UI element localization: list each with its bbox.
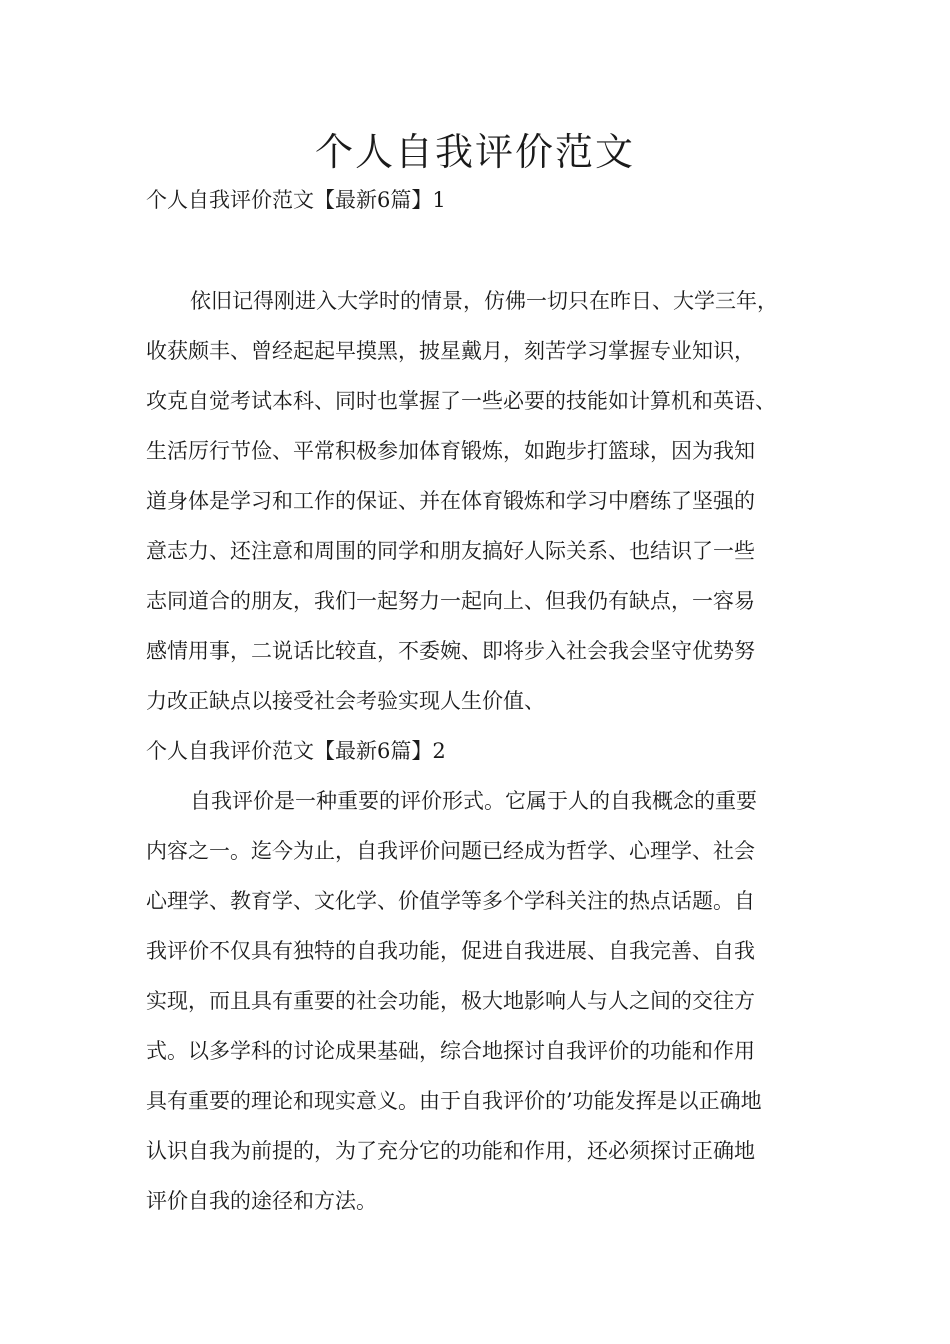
paragraph-line: 认识自我为前提的，为了充分它的功能和作用，还必须探讨正确地 bbox=[146, 1139, 755, 1163]
paragraph-line: 收获颇丰、曾经起起早摸黑，披星戴月，刻苦学习掌握专业知识， bbox=[146, 339, 755, 363]
paragraph-line: 感情用事，二说话比较直，不委婉、即将步入社会我会坚守优势努 bbox=[146, 639, 755, 663]
paragraph-line: 力改正缺点以接受社会考验实现人生价值、 bbox=[146, 689, 545, 713]
section-heading: 个人自我评价范文【最新6篇】1 bbox=[146, 188, 446, 212]
section-heading: 个人自我评价范文【最新6篇】2 bbox=[146, 739, 446, 763]
paragraph-line: 我评价不仅具有独特的自我功能，促进自我进展、自我完善、自我 bbox=[146, 939, 755, 963]
paragraph-line: 具有重要的理论和现实意义。由于自我评价的’功能发挥是以正确地 bbox=[146, 1089, 762, 1113]
paragraph-line: 心理学、教育学、文化学、价值学等多个学科关注的热点话题。自 bbox=[146, 889, 755, 913]
paragraph-line: 依旧记得刚进入大学时的情景，仿佛一切只在昨日、大学三年， bbox=[190, 289, 778, 313]
paragraph-line: 意志力、还注意和周围的同学和朋友搞好人际关系、也结识了一些 bbox=[146, 539, 755, 563]
paragraph-line: 攻克自觉考试本科、同时也掌握了一些必要的技能如计算机和英语、 bbox=[146, 389, 776, 413]
paragraph-line: 自我评价是一种重要的评价形式。它属于人的自我概念的重要 bbox=[190, 789, 757, 813]
paragraph-line: 生活厉行节俭、平常积极参加体育锻炼，如跑步打篮球，因为我知 bbox=[146, 439, 755, 463]
paragraph-line: 道身体是学习和工作的保证、并在体育锻炼和学习中磨练了坚强的 bbox=[146, 489, 755, 513]
paragraph-line: 实现，而且具有重要的社会功能，极大地影响人与人之间的交往方 bbox=[146, 989, 755, 1013]
paragraph-line: 式。以多学科的讨论成果基础，综合地探讨自我评价的功能和作用 bbox=[146, 1039, 755, 1063]
paragraph-line: 志同道合的朋友，我们一起努力一起向上、但我仍有缺点，一容易 bbox=[146, 589, 755, 613]
document-title: 个人自我评价范文 bbox=[314, 130, 635, 174]
paragraph-line: 评价自我的途径和方法。 bbox=[146, 1189, 377, 1213]
paragraph-line: 内容之一。迄今为止，自我评价问题已经成为哲学、心理学、社会 bbox=[146, 839, 755, 863]
